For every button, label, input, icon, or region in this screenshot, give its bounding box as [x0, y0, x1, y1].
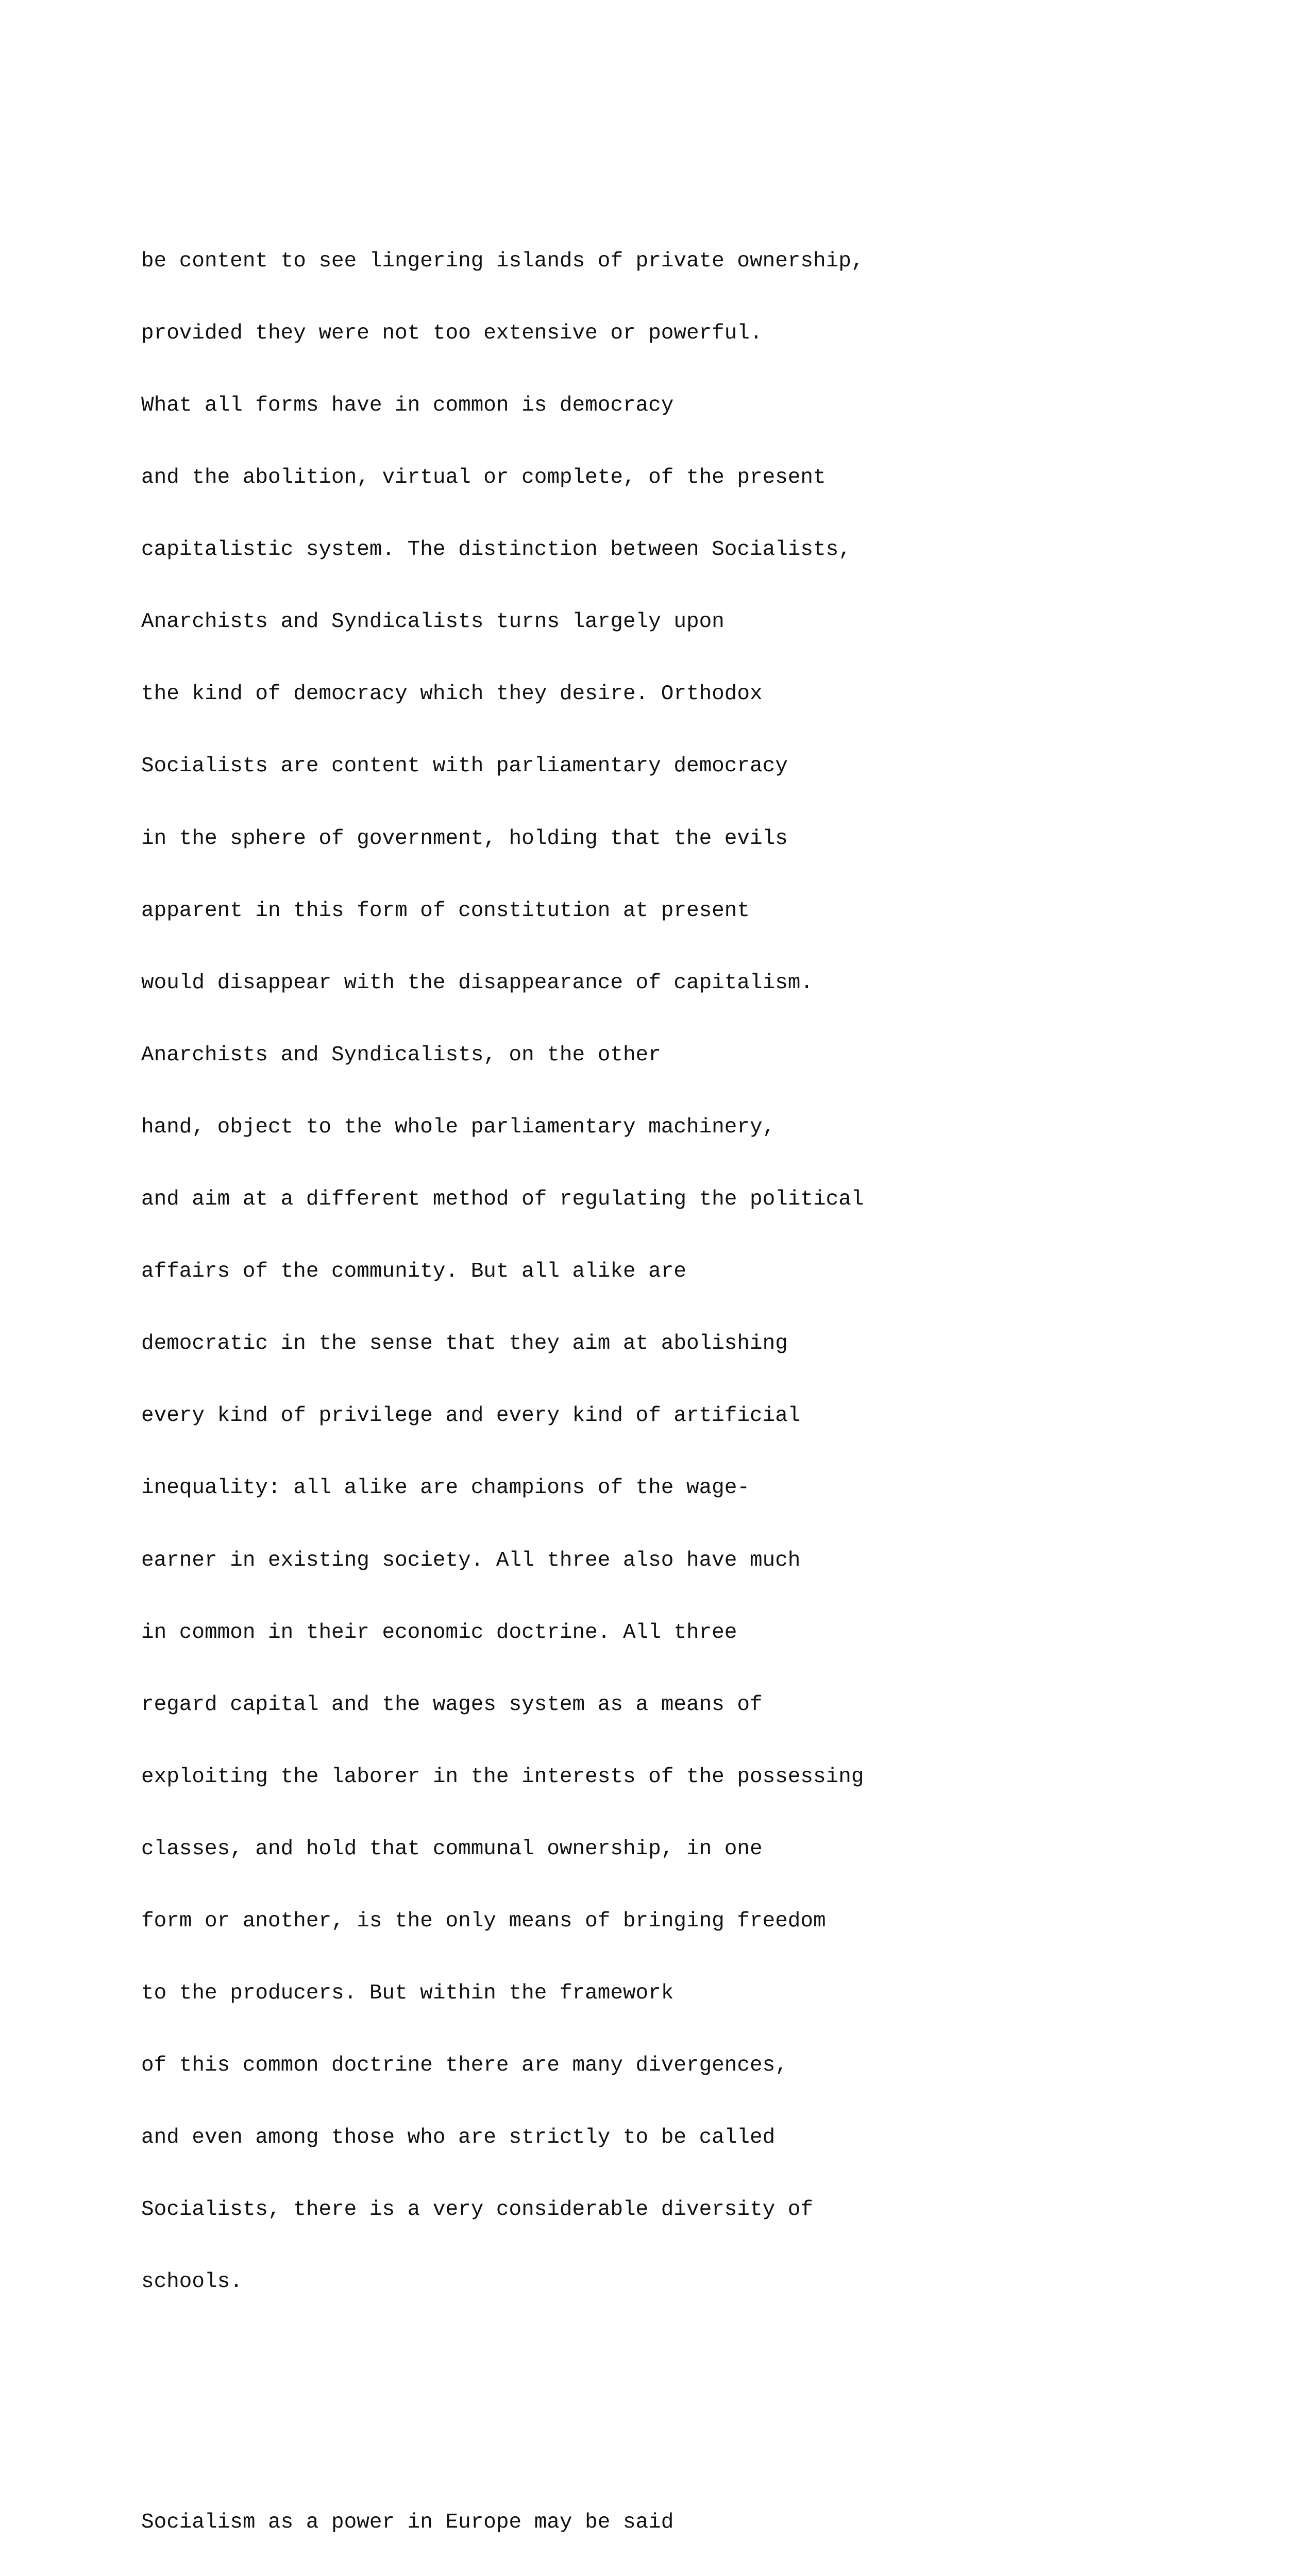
- text-line: the kind of democracy which they desire. Orthodox: [141, 682, 763, 706]
- text-line: and the abolition, virtual or complete, of the present: [141, 466, 826, 490]
- text-line: in common in their economic doctrine. All three: [141, 1620, 737, 1645]
- text-line: provided they were not too extensive or powerful.: [141, 321, 763, 345]
- text-line: Anarchists and Syndicalists turns largely upon: [141, 610, 725, 634]
- text-line: and even among those who are strictly to be called: [141, 2126, 776, 2150]
- text-line: every kind of privilege and every kind of artificial: [141, 1404, 801, 1428]
- paragraph-gap: [141, 2391, 1223, 2415]
- text-line: form or another, is the only means of bringing freedom: [141, 1909, 826, 1933]
- text-line: Anarchists and Syndicalists, on the other: [141, 1043, 661, 1067]
- text-line: be content to see lingering islands of private ownership,: [141, 249, 864, 273]
- text-line: exploiting the laborer in the interests of the possessing: [141, 1765, 864, 1789]
- text-line: hand, object to the whole parliamentary machinery,: [141, 1115, 776, 1139]
- text-line: capitalistic system. The distinction between Socialists,: [141, 538, 851, 562]
- text-line: of this common doctrine there are many divergences,: [141, 2054, 788, 2078]
- text-line: schools.: [141, 2270, 243, 2294]
- paragraph-1: [141, 201, 1223, 2342]
- text-line: would disappear with the disappearance of capitalism.: [141, 971, 814, 995]
- text-line: What all forms have in common is democracy: [141, 394, 674, 417]
- text-line: in the sphere of government, holding that the evils: [141, 826, 788, 851]
- text-line: and aim at a different method of regulating the political: [141, 1188, 864, 1212]
- body-text: [141, 153, 1223, 2576]
- text-line: earner in existing society. All three also have much: [141, 1548, 801, 1572]
- text-line: apparent in this form of constitution at present: [141, 899, 750, 923]
- text-line: Socialists are content with parliamentary democracy: [141, 754, 788, 778]
- text-line: democratic in the sense that they aim at abolishing: [141, 1332, 788, 1356]
- text-line: inequality: all alike are champions of the wage-: [141, 1476, 750, 1500]
- text-line: classes, and hold that communal ownership, in one: [141, 1837, 763, 1861]
- text-line: Socialism as a power in Europe may be said: [141, 2511, 674, 2535]
- text-line: regard capital and the wages system as a means of: [141, 1692, 763, 1717]
- paragraph-2: [141, 2463, 1223, 2576]
- text-line: Socialists, there is a very considerable diversity of: [141, 2198, 814, 2222]
- text-line: affairs of the community. But all alike are: [141, 1260, 686, 1284]
- text-line: to the producers. But within the framework: [141, 1981, 674, 2006]
